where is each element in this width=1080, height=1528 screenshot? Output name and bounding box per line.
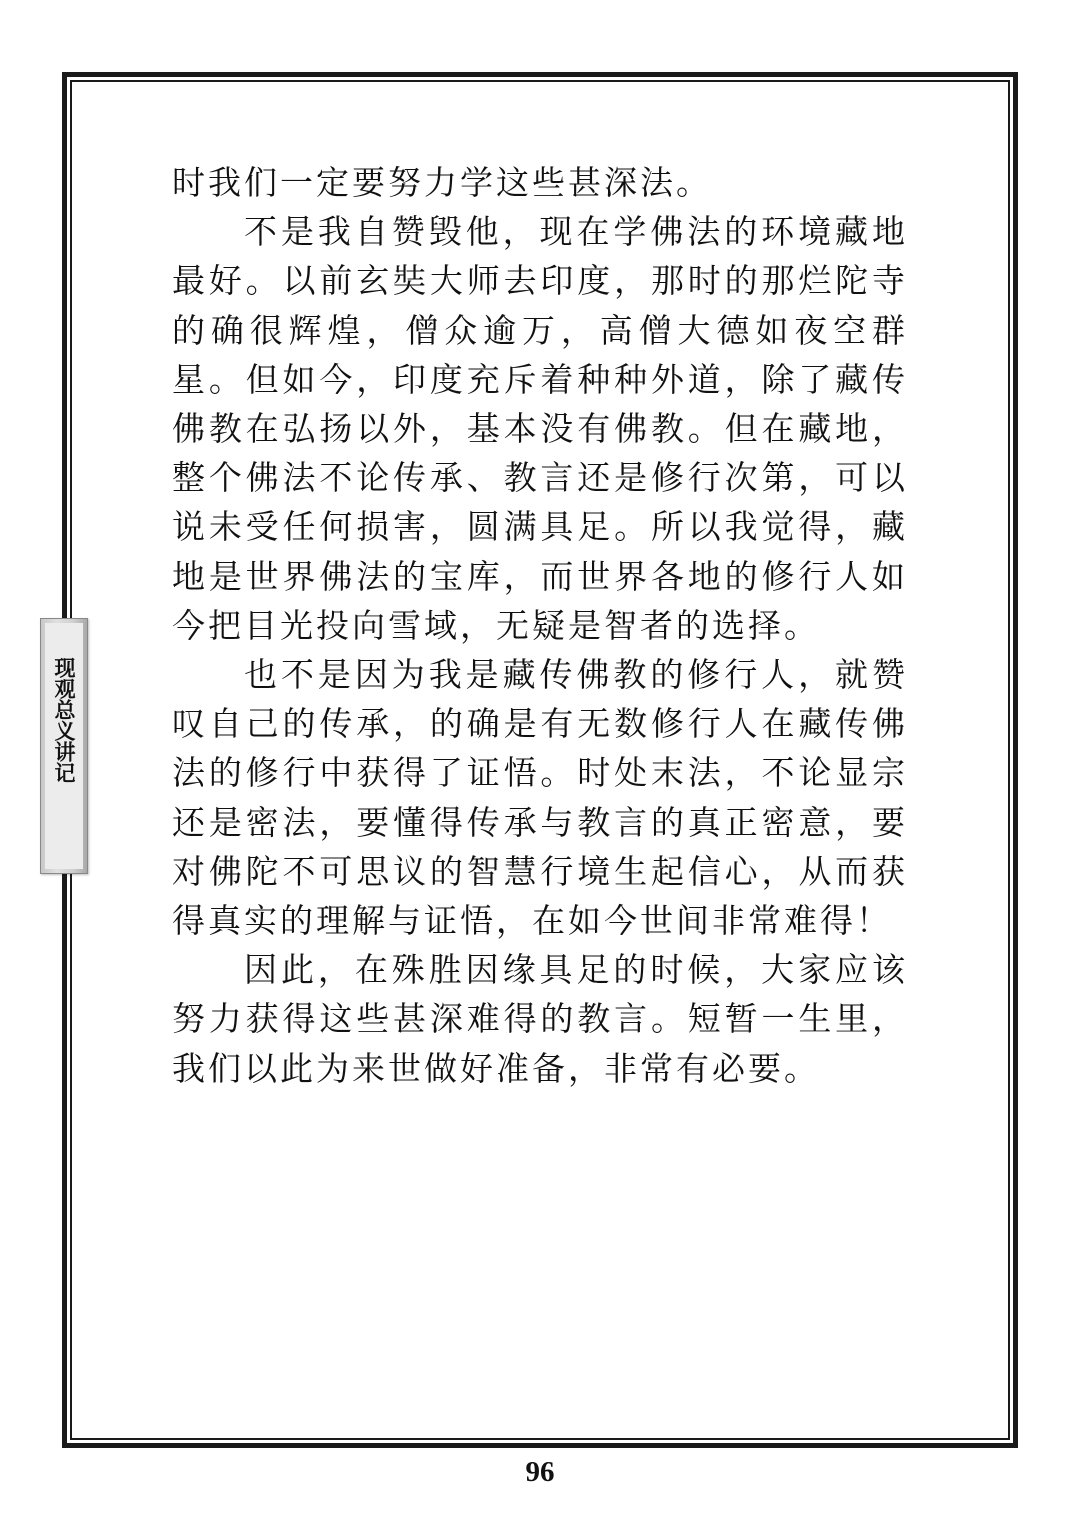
side-tab — [40, 618, 88, 874]
page-number: 96 — [525, 1456, 555, 1488]
main-text-body — [172, 158, 908, 1093]
paragraph-4: 因此，在殊胜因缘具足的时候，大家应该努力获得这些甚深难得的教言。短暂一生里，我们以此为来世做好准备，非常有必要。 — [172, 950, 908, 1088]
side-tab-title: 现观总义讲记 — [52, 657, 77, 783]
paragraph-3: 也不是因为我是藏传佛教的修行人，就赞叹自己的传承，的确是有无数修行人在藏传佛法的修行中获得了证悟。时处末法，不论显宗还是密法，要懂得传承与教言的真正密意，要对佛陀不可思议的智慧行境生起信心，从而获得真实的理解与证悟，在如今世间非常难得！ — [172, 655, 908, 941]
paragraph-1: 时我们一定要努力学这些甚深法。 — [172, 163, 712, 202]
paragraph-2: 不是我自赞毁他，现在学佛法的环境藏地最好。以前玄奘大师去印度，那时的那烂陀寺的确很辉煌，僧众逾万，高僧大德如夜空群星。但如今，印度充斥着种种外道，除了藏传佛教在弘扬以外，基本没有佛教。但在藏地，整个佛法不论传承、教言还是修行次第，可以说未受任何损害，圆满具足。所以我觉得，藏地是世界佛法的宝库，而世界各地的修行人如今把目光投向雪域，无疑是智者的选择。 — [172, 212, 908, 645]
